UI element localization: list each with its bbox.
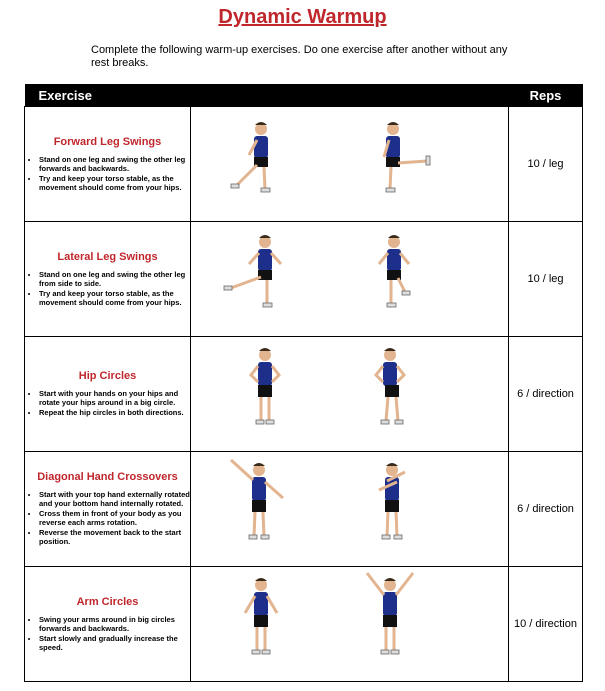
athlete-figure xyxy=(379,235,410,307)
instruction-list xyxy=(25,155,190,192)
exercise-description xyxy=(25,222,191,337)
table-row xyxy=(25,222,583,337)
table-row xyxy=(25,337,583,452)
table-row xyxy=(25,107,583,222)
athlete-figure xyxy=(224,235,281,307)
athlete-figure xyxy=(367,573,413,654)
instruction-item: • Swing your arms around in big circles forwards and backwards. xyxy=(39,615,190,633)
instruction-list xyxy=(25,389,190,417)
exercise-name: Arm Circles xyxy=(76,595,139,608)
instruction-item: • Repeat the hip circles in both directions. xyxy=(39,408,190,417)
athlete-figure xyxy=(379,463,405,539)
athlete-figure xyxy=(245,578,277,654)
reps-value: 10 / leg xyxy=(509,107,583,222)
intro-text: Complete the following warm-up exercises. Do one exercise after another without any rest breaks. xyxy=(91,44,508,69)
exercise-name: Lateral Leg Swings xyxy=(57,250,158,263)
table-row xyxy=(25,452,583,567)
exercise-photos xyxy=(191,567,509,682)
instruction-list xyxy=(25,615,190,652)
athlete-figure xyxy=(231,122,270,192)
instruction-item: • Start with your hands on your hips and rotate your hips around in a big circle. xyxy=(39,389,190,407)
athlete-figure xyxy=(376,348,404,424)
instruction-list xyxy=(25,490,190,546)
exercise-photos xyxy=(191,452,509,567)
hip-circles-illustration xyxy=(191,337,509,451)
athlete-figure xyxy=(251,348,279,424)
table-row xyxy=(25,567,583,682)
reps-value: 10 / direction xyxy=(509,567,583,682)
exercise-photos xyxy=(191,222,509,337)
instruction-item: • Stand on one leg and swing the other leg forwards and backwards. xyxy=(39,155,190,173)
exercise-photos xyxy=(191,107,509,222)
instruction-list xyxy=(25,270,190,307)
athlete-figure xyxy=(231,460,283,539)
header-exercise: Exercise xyxy=(25,84,191,107)
arm-circles-illustration xyxy=(191,567,509,681)
instruction-item: • Try and keep your torso stable, as the movement should come from your hips. xyxy=(39,289,190,307)
instruction-item: • Start with your top hand externally rotated and your bottom hand internally rotated. xyxy=(39,490,190,508)
table-header-row xyxy=(25,84,583,107)
exercise-photos xyxy=(191,337,509,452)
instruction-item: • Stand on one leg and swing the other leg from side to side. xyxy=(39,270,190,288)
instruction-item: • Cross them in front of your body as you reverse each arms rotation. xyxy=(39,509,190,527)
exercise-name: Forward Leg Swings xyxy=(53,135,162,148)
reps-value: 10 / leg xyxy=(509,222,583,337)
exercise-name: Diagonal Hand Crossovers xyxy=(37,471,178,483)
forward-leg-swing-illustration xyxy=(191,107,509,221)
athlete-figure xyxy=(384,122,430,192)
instruction-item: • Reverse the movement back to the start position. xyxy=(39,528,190,546)
instruction-item: • Start slowly and gradually increase the speed. xyxy=(39,634,190,652)
exercise-name: Hip Circles xyxy=(78,370,137,382)
exercise-description xyxy=(25,337,191,452)
reps-value: 6 / direction xyxy=(509,452,583,567)
page-title: Dynamic Warmup xyxy=(218,6,387,28)
exercise-description xyxy=(25,567,191,682)
reps-value: 6 / direction xyxy=(509,337,583,452)
exercise-table xyxy=(24,84,583,682)
exercise-description xyxy=(25,107,191,222)
instruction-item: • Try and keep your torso stable, as the movement should come from your hips. xyxy=(39,174,190,192)
exercise-description xyxy=(25,452,191,567)
lateral-leg-swing-illustration xyxy=(191,222,509,336)
header-pictures xyxy=(191,84,509,107)
header-reps: Reps xyxy=(509,84,583,107)
diagonal-hand-crossovers-illustration xyxy=(191,452,509,566)
